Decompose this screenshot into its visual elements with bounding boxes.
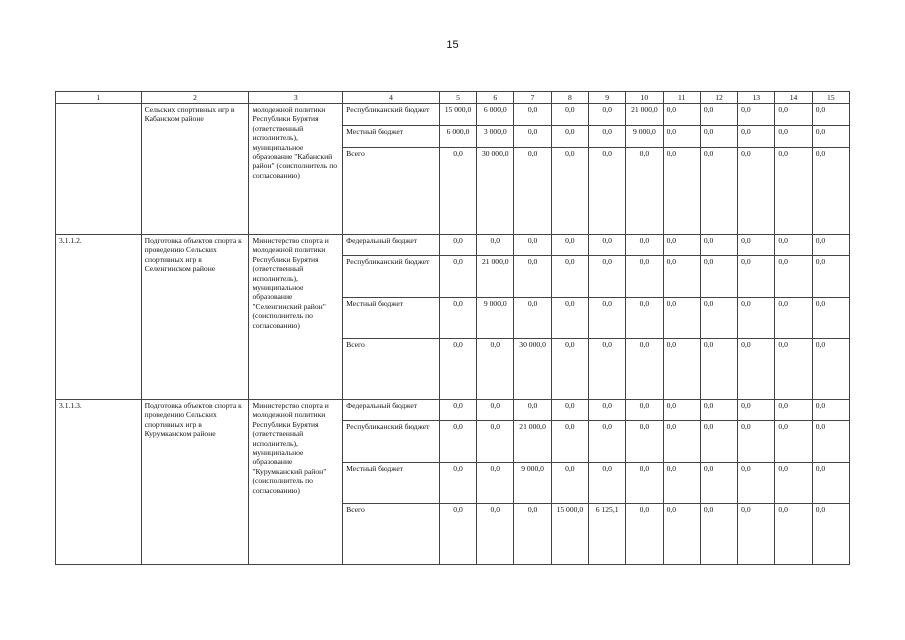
value-cell: 30 000,0 xyxy=(477,148,514,235)
value-cell: 0,0 xyxy=(738,400,775,421)
value-cell: 0,0 xyxy=(439,298,476,339)
value-cell: 0,0 xyxy=(775,504,812,565)
value-cell: 0,0 xyxy=(514,400,551,421)
value-cell: 15 000,0 xyxy=(551,504,588,565)
value-cell: 0,0 xyxy=(589,339,626,400)
value-cell: 0,0 xyxy=(700,400,737,421)
measure-name-cell: Подготовка объектов спорта к проведению Сельских спортивных игр в Курумканском районе xyxy=(141,400,249,565)
value-cell: 0,0 xyxy=(626,421,663,463)
value-cell: 0,0 xyxy=(775,400,812,421)
measure-code-cell: 3.1.1.2. xyxy=(56,235,142,400)
header-cell: 13 xyxy=(738,92,775,104)
value-cell: 0,0 xyxy=(551,256,588,298)
value-cell: 0,0 xyxy=(551,421,588,463)
value-cell: 0,0 xyxy=(812,339,849,400)
value-cell: 0,0 xyxy=(663,400,700,421)
value-cell: 0,0 xyxy=(738,256,775,298)
value-cell: 0,0 xyxy=(663,256,700,298)
value-cell: 0,0 xyxy=(551,298,588,339)
value-cell: 0,0 xyxy=(700,148,737,235)
measure-code-cell xyxy=(56,104,142,235)
measure-code-cell: 3.1.1.3. xyxy=(56,400,142,565)
value-cell: 0,0 xyxy=(700,504,737,565)
page-number: 15 xyxy=(446,39,459,51)
value-cell: 0,0 xyxy=(700,421,737,463)
value-cell: 0,0 xyxy=(775,298,812,339)
value-cell: 0,0 xyxy=(738,504,775,565)
value-cell: 0,0 xyxy=(700,339,737,400)
header-cell: 11 xyxy=(663,92,700,104)
header-cell: 8 xyxy=(551,92,588,104)
value-cell: 0,0 xyxy=(551,339,588,400)
funding-source-cell: Всего xyxy=(343,148,440,235)
value-cell: 0,0 xyxy=(663,235,700,256)
value-cell: 0,0 xyxy=(663,463,700,504)
value-cell: 0,0 xyxy=(775,148,812,235)
value-cell: 0,0 xyxy=(477,463,514,504)
table-row xyxy=(56,400,850,421)
header-cell: 12 xyxy=(700,92,737,104)
value-cell: 0,0 xyxy=(812,463,849,504)
value-cell: 0,0 xyxy=(477,400,514,421)
funding-source-cell: Федеральный бюджет xyxy=(343,400,440,421)
value-cell: 0,0 xyxy=(663,298,700,339)
value-cell: 0,0 xyxy=(551,104,588,126)
funding-source-cell: Всего xyxy=(343,339,440,400)
value-cell: 0,0 xyxy=(551,148,588,235)
value-cell: 21 000,0 xyxy=(626,104,663,126)
funding-source-cell: Республиканский бюджет xyxy=(343,256,440,298)
value-cell: 0,0 xyxy=(738,463,775,504)
value-cell: 0,0 xyxy=(626,298,663,339)
header-cell: 5 xyxy=(439,92,476,104)
measure-name-cell: Сельских спортивных игр в Кабанском районе xyxy=(141,104,249,235)
value-cell: 0,0 xyxy=(775,126,812,148)
header-cell: 6 xyxy=(477,92,514,104)
value-cell: 0,0 xyxy=(738,148,775,235)
value-cell: 9 000,0 xyxy=(514,463,551,504)
value-cell: 6 125,1 xyxy=(589,504,626,565)
value-cell: 0,0 xyxy=(812,235,849,256)
value-cell: 9 000,0 xyxy=(626,126,663,148)
value-cell: 15 000,0 xyxy=(439,104,476,126)
value-cell: 0,0 xyxy=(439,400,476,421)
value-cell: 0,0 xyxy=(626,256,663,298)
value-cell: 0,0 xyxy=(663,126,700,148)
value-cell: 0,0 xyxy=(738,235,775,256)
value-cell: 0,0 xyxy=(589,104,626,126)
value-cell: 0,0 xyxy=(626,463,663,504)
value-cell: 0,0 xyxy=(514,298,551,339)
value-cell: 0,0 xyxy=(514,235,551,256)
value-cell: 0,0 xyxy=(812,104,849,126)
value-cell: 0,0 xyxy=(700,235,737,256)
value-cell: 0,0 xyxy=(700,298,737,339)
value-cell: 0,0 xyxy=(663,421,700,463)
value-cell: 0,0 xyxy=(477,421,514,463)
funding-source-cell: Всего xyxy=(343,504,440,565)
value-cell: 30 000,0 xyxy=(514,339,551,400)
value-cell: 0,0 xyxy=(812,256,849,298)
value-cell: 0,0 xyxy=(477,504,514,565)
value-cell: 0,0 xyxy=(775,339,812,400)
table-row xyxy=(56,235,850,256)
value-cell: 0,0 xyxy=(812,126,849,148)
value-cell: 0,0 xyxy=(812,298,849,339)
budget-table xyxy=(55,91,850,565)
table-row xyxy=(56,104,850,126)
header-cell: 10 xyxy=(626,92,663,104)
value-cell: 0,0 xyxy=(439,235,476,256)
table-body xyxy=(56,104,850,565)
value-cell: 0,0 xyxy=(514,126,551,148)
value-cell: 0,0 xyxy=(700,256,737,298)
value-cell: 0,0 xyxy=(589,126,626,148)
header-cell: 4 xyxy=(343,92,440,104)
value-cell: 0,0 xyxy=(439,148,476,235)
funding-source-cell: Республиканский бюджет xyxy=(343,104,440,126)
value-cell: 3 000,0 xyxy=(477,126,514,148)
value-cell: 0,0 xyxy=(775,256,812,298)
value-cell: 0,0 xyxy=(738,339,775,400)
value-cell: 0,0 xyxy=(477,235,514,256)
funding-source-cell: Местный бюджет xyxy=(343,298,440,339)
value-cell: 0,0 xyxy=(439,504,476,565)
funding-source-cell: Федеральный бюджет xyxy=(343,235,440,256)
header-cell: 3 xyxy=(249,92,343,104)
value-cell: 0,0 xyxy=(626,504,663,565)
header-cell: 7 xyxy=(514,92,551,104)
value-cell: 0,0 xyxy=(477,339,514,400)
value-cell: 0,0 xyxy=(589,298,626,339)
value-cell: 0,0 xyxy=(738,104,775,126)
value-cell: 0,0 xyxy=(439,463,476,504)
value-cell: 0,0 xyxy=(775,421,812,463)
value-cell: 0,0 xyxy=(589,256,626,298)
value-cell: 0,0 xyxy=(514,256,551,298)
value-cell: 0,0 xyxy=(626,339,663,400)
value-cell: 0,0 xyxy=(738,421,775,463)
value-cell: 0,0 xyxy=(551,400,588,421)
value-cell: 6 000,0 xyxy=(439,126,476,148)
value-cell: 0,0 xyxy=(700,463,737,504)
header-cell: 1 xyxy=(56,92,142,104)
value-cell: 0,0 xyxy=(812,148,849,235)
value-cell: 0,0 xyxy=(551,235,588,256)
value-cell: 0,0 xyxy=(439,339,476,400)
value-cell: 0,0 xyxy=(775,104,812,126)
value-cell: 0,0 xyxy=(514,504,551,565)
value-cell: 0,0 xyxy=(626,400,663,421)
value-cell: 0,0 xyxy=(626,235,663,256)
value-cell: 0,0 xyxy=(589,400,626,421)
value-cell: 6 000,0 xyxy=(477,104,514,126)
measure-name-cell: Подготовка объектов спорта к проведению Сельских спортивных игр в Селенгинском районе xyxy=(141,235,249,400)
value-cell: 0,0 xyxy=(514,104,551,126)
value-cell: 0,0 xyxy=(439,256,476,298)
value-cell: 0,0 xyxy=(551,463,588,504)
header-row xyxy=(56,92,850,104)
funding-source-cell: Республиканский бюджет xyxy=(343,421,440,463)
measure-executor-cell: Министерство спорта и молодежной политики Республики Бурятия (ответственный исполнитель), муниципальное образование "Курумканский район" (соисполнитель по согласованию) xyxy=(249,400,343,565)
value-cell: 0,0 xyxy=(738,126,775,148)
value-cell: 0,0 xyxy=(589,148,626,235)
header-cell: 9 xyxy=(589,92,626,104)
measure-executor-cell: Министерство спорта и молодежной политики Республики Бурятия (ответственный исполнитель), муниципальное образование "Селенгинский район" (соисполнитель по согласованию) xyxy=(249,235,343,400)
value-cell: 0,0 xyxy=(626,148,663,235)
value-cell: 0,0 xyxy=(663,104,700,126)
value-cell: 0,0 xyxy=(700,126,737,148)
funding-source-cell: Местный бюджет xyxy=(343,126,440,148)
header-cell: 14 xyxy=(775,92,812,104)
value-cell: 0,0 xyxy=(589,235,626,256)
value-cell: 0,0 xyxy=(663,504,700,565)
funding-source-cell: Местный бюджет xyxy=(343,463,440,504)
value-cell: 0,0 xyxy=(775,235,812,256)
header-cell: 2 xyxy=(141,92,249,104)
value-cell: 0,0 xyxy=(589,463,626,504)
value-cell: 0,0 xyxy=(663,339,700,400)
value-cell: 0,0 xyxy=(663,148,700,235)
value-cell: 21 000,0 xyxy=(514,421,551,463)
value-cell: 0,0 xyxy=(700,104,737,126)
value-cell: 0,0 xyxy=(589,421,626,463)
value-cell: 0,0 xyxy=(551,126,588,148)
value-cell: 0,0 xyxy=(514,148,551,235)
value-cell: 0,0 xyxy=(812,421,849,463)
value-cell: 0,0 xyxy=(439,421,476,463)
header-cell: 15 xyxy=(812,92,849,104)
value-cell: 0,0 xyxy=(812,504,849,565)
measure-executor-cell: молодежной политики Республики Бурятия (ответственный исполнитель), муниципальное образование "Кабанский район" (соисполнитель по согласованию) xyxy=(249,104,343,235)
value-cell: 0,0 xyxy=(812,400,849,421)
value-cell: 0,0 xyxy=(738,298,775,339)
value-cell: 21 000,0 xyxy=(477,256,514,298)
value-cell: 0,0 xyxy=(775,463,812,504)
value-cell: 9 000,0 xyxy=(477,298,514,339)
